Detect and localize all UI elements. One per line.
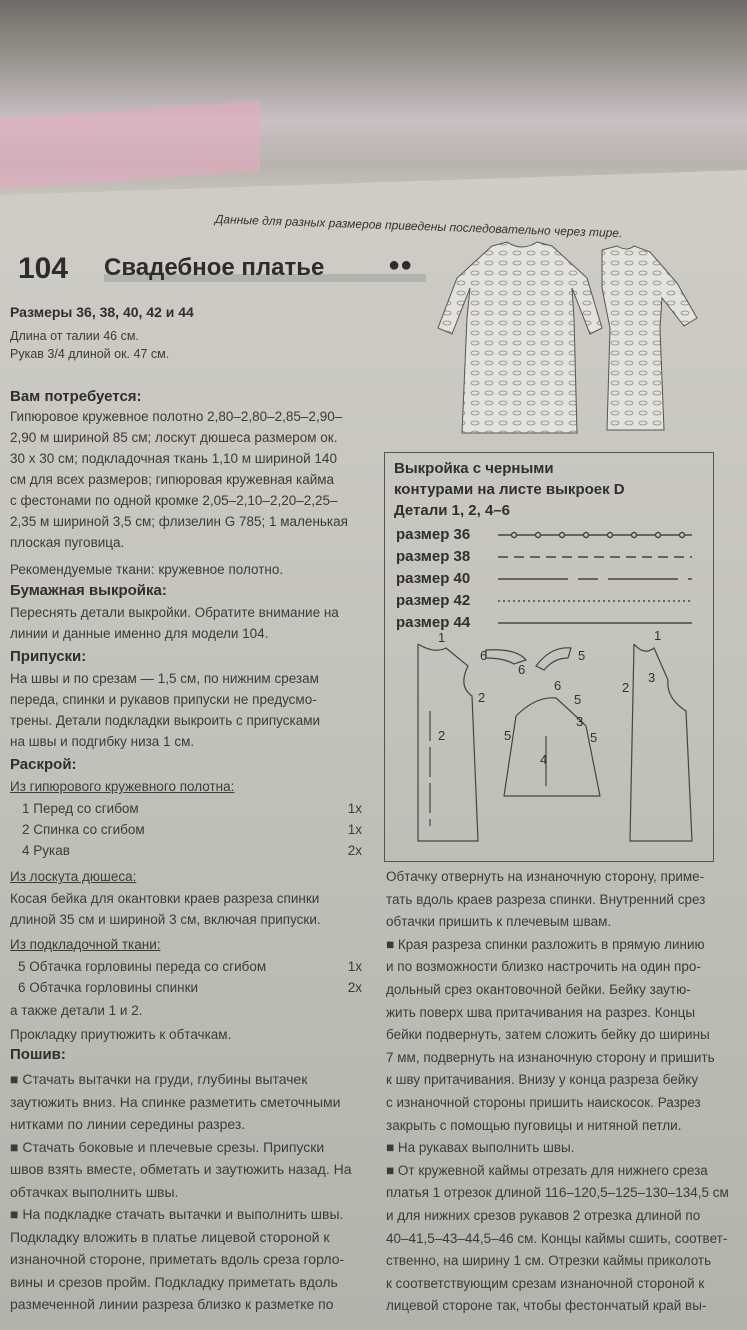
svg-text:1: 1 [654, 628, 662, 643]
svg-text:5: 5 [590, 730, 598, 745]
sleeve-line: Рукав 3/4 длиной ок. 47 см. [10, 347, 170, 361]
svg-text:3: 3 [576, 714, 584, 729]
pattern-pieces-diagram [386, 628, 710, 858]
list-item: 5 Обтачка горловины переда со сгибом 1x [18, 959, 362, 974]
recommended-fabrics: Рекомендуемые ткани: кружевное полотно. [10, 562, 284, 577]
svg-text:5: 5 [574, 692, 582, 707]
sizes-line: Размеры 36, 38, 40, 42 и 44 [10, 304, 194, 320]
cut-lining-label: Из подкладочной ткани: [10, 937, 161, 952]
allowances-heading: Припуски: [10, 648, 87, 665]
size-label-40: размер 40 [396, 570, 471, 587]
pattern-box-title: Выкройка с черными контурами на листе выкроек D Детали 1, 2, 4–6 [394, 460, 625, 519]
svg-text:1: 1 [438, 630, 446, 645]
length-line: Длина от талии 46 см. [10, 329, 139, 343]
size-label-38: размер 38 [396, 548, 471, 565]
size-line-samples [494, 524, 700, 634]
svg-text:4: 4 [540, 752, 548, 767]
svg-text:2: 2 [478, 690, 486, 705]
allowances-text: На швы и по срезам — 1,5 см, по нижним срезам переда, спинки и рукавов припуски не предусмо- трены. Детали подкладки выкроить с припусками на швы и подгибку низа 1 см. [10, 671, 321, 749]
pink-fabric-background [0, 101, 260, 189]
size-label-42: размер 42 [396, 592, 471, 609]
list-item: 4 Рукав 2x [22, 843, 362, 858]
sewing-left-text: ■ Стачать вытачки на груди, глубины вытачек заутюжить вниз. На спинке разметить сметочными нитками по линии середины разрез. ■ Стачать боковые и плечевые срезы. Припуски швов взять вместе, обметать и заутюжить назад. На обтачках выполнить швы. ■ На подкладке стачать вытачки и выполнить швы. Подкладку вложить в платье лицевой стороной к изнаночной стороне, приметать вдоль среза горло- вины и срезов пройм. Подкладку приметать вдоль размеченной линии разреза близко к разметке по [10, 1071, 352, 1312]
svg-text:6: 6 [480, 648, 488, 663]
paper-heading: Бумажная выкройка: [10, 582, 167, 599]
cut-lining-list [18, 956, 362, 998]
also-parts: а также детали 1 и 2. [10, 1003, 143, 1018]
cutting-heading: Раскрой: [10, 756, 77, 773]
size-legend [396, 524, 470, 634]
interlining-note: Прокладку приутюжить к обтачкам. [10, 1027, 232, 1042]
svg-text:5: 5 [578, 648, 586, 663]
model-title: Свадебное платье [104, 254, 325, 281]
needs-heading: Вам потребуется: [10, 388, 142, 405]
cut-lace-list [22, 798, 362, 861]
cut-lace-label: Из гипюрового кружевного полотна: [10, 779, 235, 794]
svg-text:2: 2 [622, 680, 630, 695]
svg-text:6: 6 [518, 662, 526, 677]
size-label-44: размер 44 [396, 614, 471, 631]
needs-text: Гипюровое кружевное полотно 2,80–2,80–2,85–2,90– 2,90 м шириной 85 см; лоскут дюшеса размером ок. 30 х 30 см; подкладочная ткань 1,10 м шириной 140 см для всех размеров; гипюровая кружевная кайма с фестонами по одной кромке 2,05–2,10–2,20–2,25– 2,35 м шириной 3,5 см; флизелин G 785; 1 маленькая плоская пуговица. [10, 409, 348, 550]
list-item: 2 Спинка со сгибом 1x [22, 822, 362, 837]
size-label-36: размер 36 [396, 526, 471, 543]
header-note: Данные для разных размеров приведены последовательно через тире. [214, 212, 623, 241]
duchess-text: Косая бейка для окантовки краев разреза спинки длиной 35 см и шириной 3 см, включая припуски. [10, 891, 321, 927]
sewing-heading: Пошив: [10, 1046, 66, 1063]
list-item: 1 Перед со сгибом 1x [22, 801, 362, 816]
difficulty-rating: ●● [388, 254, 413, 276]
svg-text:3: 3 [648, 670, 656, 685]
cut-duchess-label: Из лоскута дюшеса: [10, 869, 137, 884]
sewing-right-text: Обтачку отвернуть на изнаночную сторону, приме- тать вдоль краев разреза спинки. Внутренний срез обтачки пришить к плечевым швам. ■ Края разреза спинки разложить в прямую линию и по возможности близко настрочить на один про- дольный срез окантовочной бейки. Бейку заутю- жить поверх шва притачивания на разрез. Концы бейки подвернуть, затем сложить бейку до ширины 7 мм, подвернуть на изнаночную сторону и пришить к шву притачивания. Внизу у конца разреза бейку с изнаночной стороны пришить наискосок. Разрез закрыть с помощью пуговицы и нитяной петли. ■ На рукавах выполнить швы. ■ От кружевной каймы отрезать для нижнего среза платья 1 отрезок длиной 116–120,5–125–130–134,5 см и для нижних срезов рукавов 2 отрезка длиной по 40–41,5–43–44,5–46 см. Концы каймы сшить, соответ- ственно, на ширину 1 см. Отрезки каймы приколоть к соответствующим срезам изнаночной стороной к лицевой стороне так, чтобы фестончатый край вы- [386, 869, 729, 1314]
svg-text:5: 5 [504, 728, 512, 743]
list-item: 6 Обтачка горловины спинки 2x [18, 980, 362, 995]
paper-text: Переснять детали выкройки. Обратите внимание на линии и данные именно для модели 104. [10, 605, 339, 641]
model-number: 104 [18, 252, 69, 285]
svg-text:2: 2 [438, 728, 446, 743]
svg-text:6: 6 [554, 678, 562, 693]
dress-illustration [412, 238, 712, 438]
